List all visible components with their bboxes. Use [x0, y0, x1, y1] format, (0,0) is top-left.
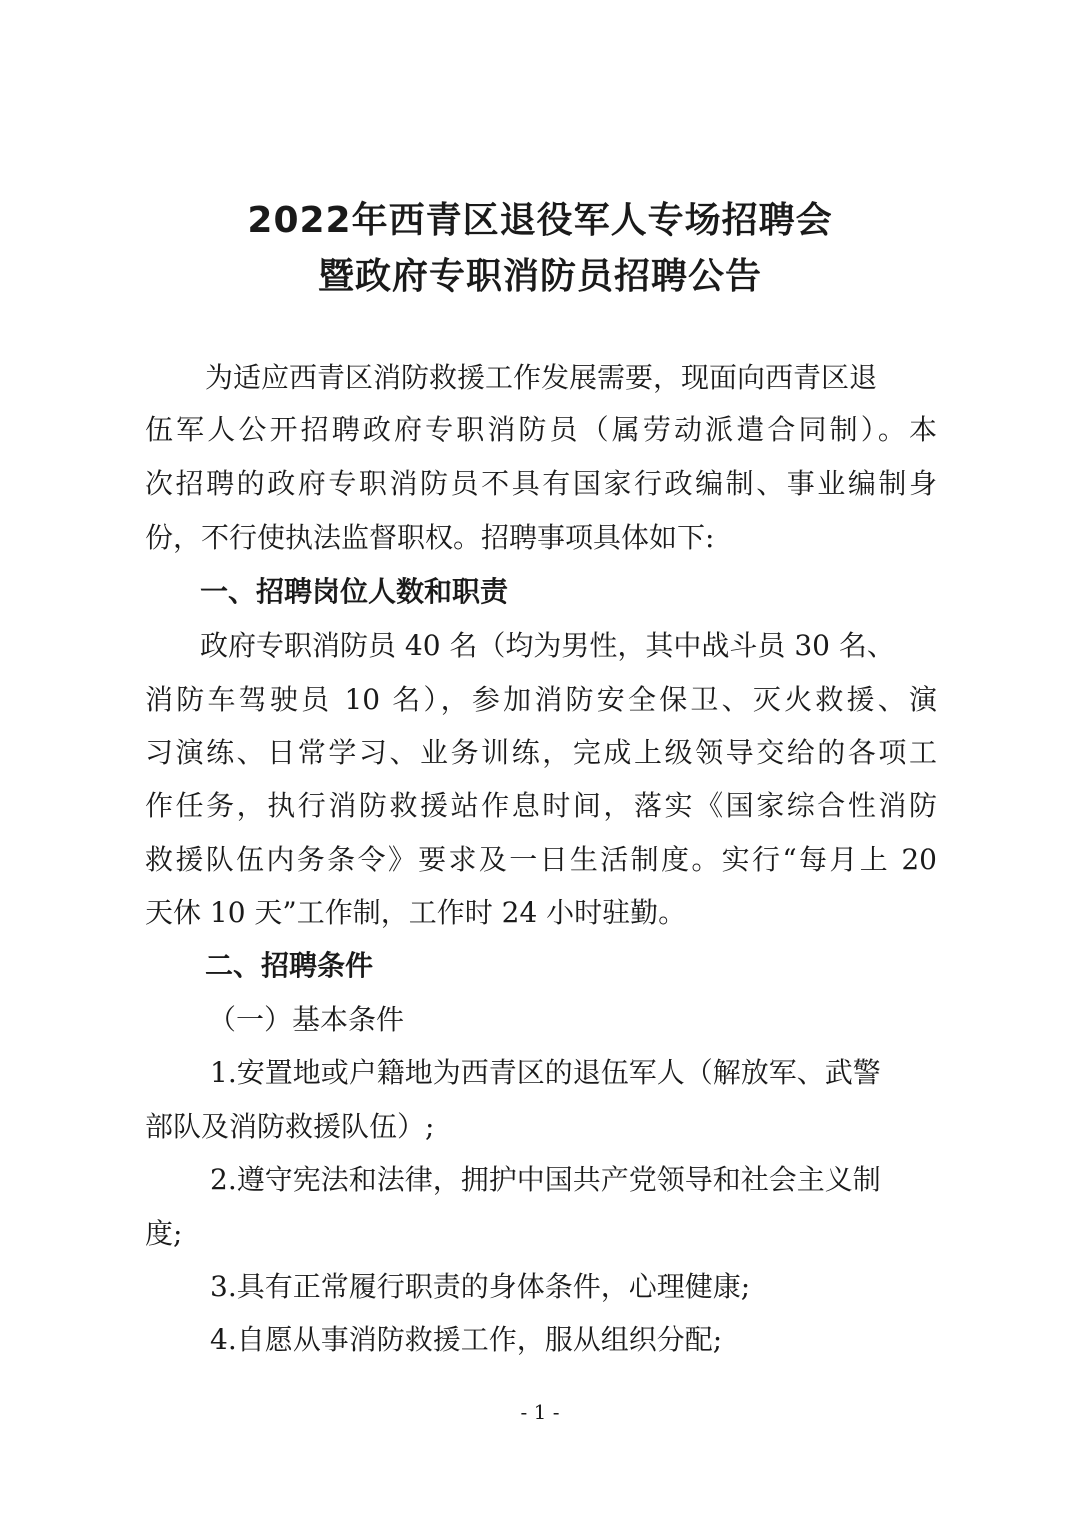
intro-line-3: 次招聘的政府专职消防员不具有国家行政编制、事业编制身 [145, 467, 937, 500]
section-1-line-4: 作任务，执行消防救援站作息时间，落实《国家综合性消防 [145, 789, 937, 822]
document-title-line-2: 暨政府专职消防员招聘公告 [317, 256, 762, 297]
intro-line-1: 为适应西青区消防救援工作发展需要，现面向西青区退 [205, 361, 878, 394]
intro-line-4: 份，不行使执法监督职权。招聘事项具体如下: [145, 521, 715, 554]
intro-line-2: 伍军人公开招聘政府专职消防员（属劳动派遣合同制）。本 [145, 413, 937, 446]
condition-3: 3.具有正常履行职责的身体条件，心理健康; [210, 1270, 751, 1303]
condition-1-line-1: 1.安置地或户籍地为西青区的退伍军人（解放军、武警 [210, 1056, 881, 1089]
condition-1-line-2: 部队及消防救援队伍）; [145, 1110, 435, 1143]
section-1-line-5: 救援队伍内务条令》要求及一日生活制度。实行“每月上 20 [145, 843, 937, 876]
section-2-subheading-basic: （一）基本条件 [208, 1003, 405, 1036]
condition-4: 4.自愿从事消防救援工作，服从组织分配; [210, 1323, 723, 1356]
section-1-line-3: 习演练、日常学习、业务训练，完成上级领导交给的各项工 [145, 736, 937, 769]
section-1-line-6: 天休 10 天”工作制，工作时 24 小时驻勤。 [145, 896, 687, 929]
section-1-heading: 一、招聘岗位人数和职责 [200, 575, 509, 608]
condition-2-line-1: 2.遵守宪法和法律，拥护中国共产党领导和社会主义制 [210, 1163, 881, 1196]
section-2-heading: 二、招聘条件 [205, 949, 374, 982]
condition-2-line-2: 度; [145, 1217, 183, 1250]
page-number: - 1 - [520, 1400, 560, 1424]
section-1-line-1: 政府专职消防员 40 名（均为男性，其中战斗员 30 名、 [200, 629, 895, 662]
section-1-line-2: 消防车驾驶员 10 名），参加消防安全保卫、灭火救援、演 [145, 683, 937, 716]
document-title-line-1: 2022年西青区退役军人专场招聘会 [247, 200, 833, 241]
